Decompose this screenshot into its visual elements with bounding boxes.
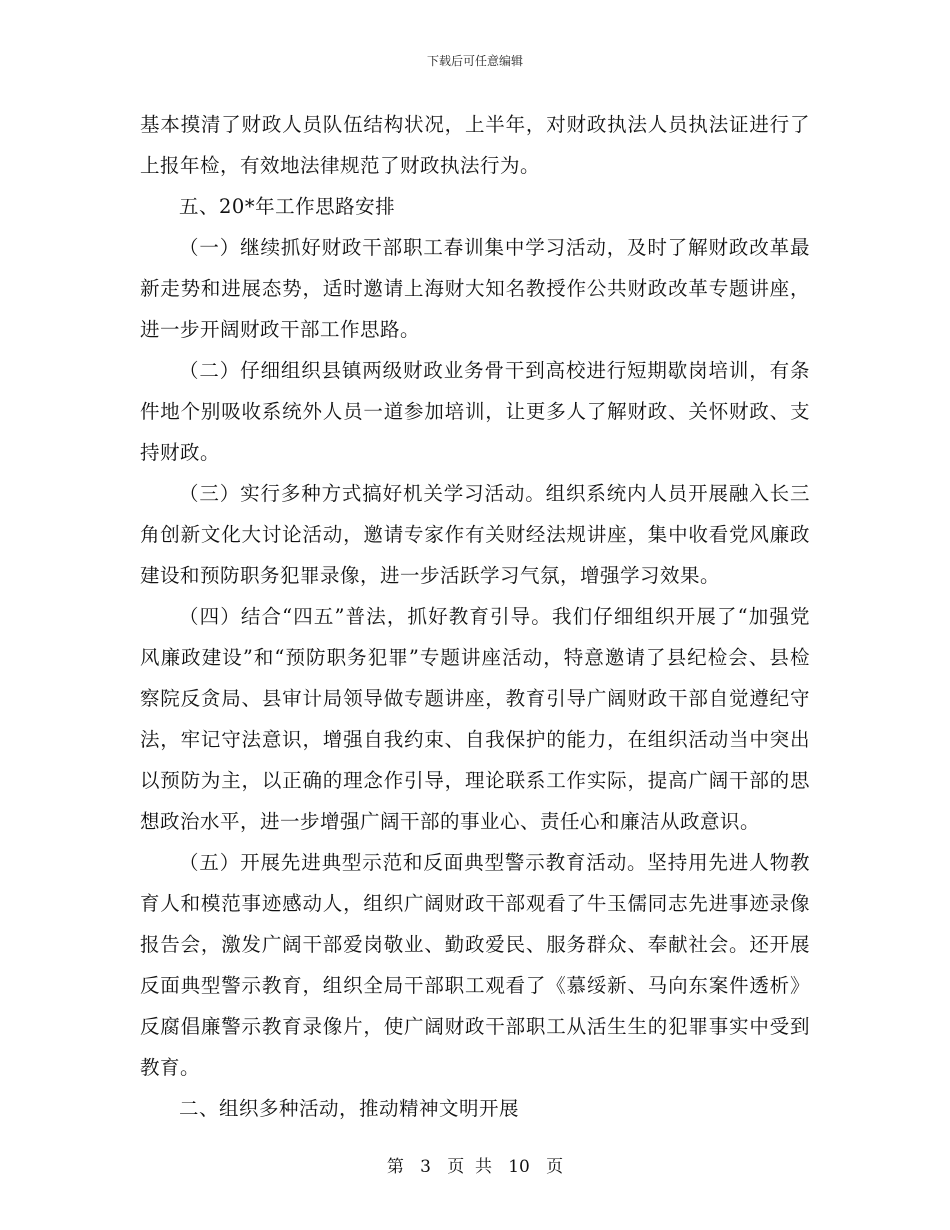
paragraph-item-2: （二）仔细组织县镇两级财政业务骨干到高校进行短期歇岗培训，有条件地个别吸收系统外人员一道参加培训，让更多人了解财政、关怀财政、支持财政。	[140, 359, 810, 464]
paragraph-item-5: （五）开展先进典型示范和反面典型警示教育活动。坚持用先进人物教育人和模范事迹感动人，组织广阔财政干部观看了牛玉儒同志先进事迹录像报告会，激发广阔干部爱岗敬业、勤政爱民、服务群众、奉献社会。还开展反面典型警示教育，组织全局干部职工观看了《慕绥新、马向东案件透析》反腐倡廉警示教育录像片，使广阔财政干部职工从活生生的犯罪事实中受到教育。	[140, 851, 810, 1079]
paragraph-continuation: 基本摸清了财政人员队伍结构状况，上半年，对财政执法人员执法证进行了上报年检，有效地法律规范了财政执法行为。	[140, 113, 810, 177]
page-footer	[0, 1152, 950, 1177]
footer-current-page: 3	[420, 1157, 431, 1177]
section-heading-2: 二、组织多种活动，推动精神文明开展	[179, 1097, 520, 1120]
footer-label-of: 页 共	[447, 1157, 492, 1177]
footer-label-pages: 页	[546, 1157, 564, 1177]
paragraph-item-1: （一）继续抓好财政干部职工春训集中学习活动，及时了解财政改革最新走势和进展态势，适时邀请上海财大知名教授作公共财政改革专题讲座，进一步开阔财政干部工作思路。	[140, 236, 810, 341]
document-body	[140, 104, 810, 1129]
paragraph-item-4: （四）结合“四五”普法，抓好教育引导。我们仔细组织开展了“加强党风廉政建设”和“预防职务犯罪”专题讲座活动，特意邀请了县纪检会、县检察院反贪局、县审计局领导做专题讲座，教育引导广阔财政干部自觉遵纪守法，牢记守法意识，增强自我约束、自我保护的能力，在组织活动当中突出以预防为主，以正确的理念作引导，理论联系工作实际，提高广阔干部的思想政治水平，进一步增强广阔干部的事业心、责任心和廉洁从政意识。	[140, 605, 810, 833]
page-header: 下载后可任意编辑	[426, 54, 523, 68]
footer-total-pages: 10	[508, 1157, 530, 1177]
section-heading-5: 五、20*年工作思路安排	[179, 195, 396, 218]
footer-label-page: 第	[386, 1157, 404, 1177]
paragraph-item-3: （三）实行多种方式搞好机关学习活动。组织系统内人员开展融入长三角创新文化大讨论活动，邀请专家作有关财经法规讲座，集中收看党风廉政建设和预防职务犯罪录像，进一步活跃学习气氛，增强学习效果。	[140, 482, 810, 587]
